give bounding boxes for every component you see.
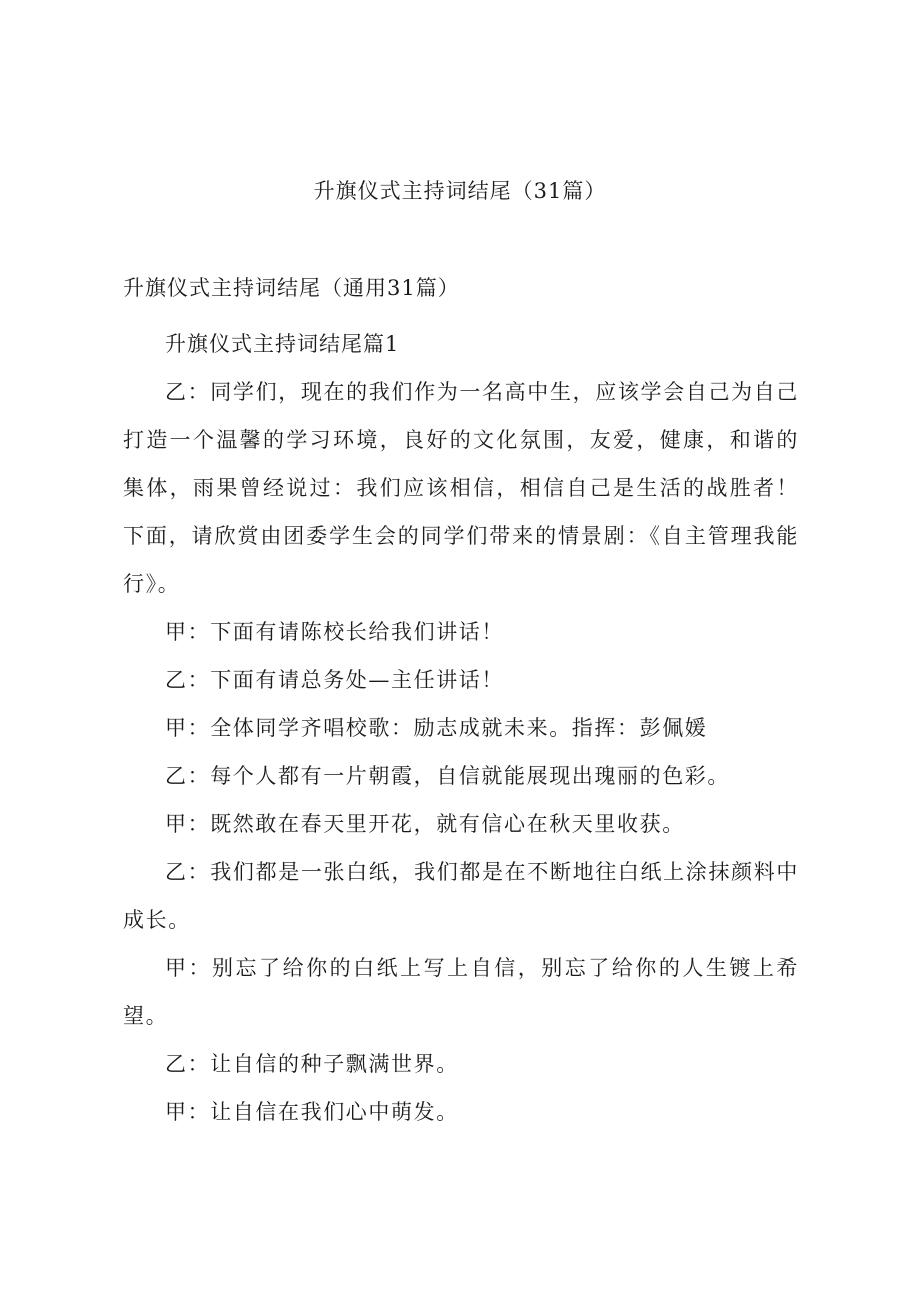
paragraph: 乙：每个人都有一片朝霞，自信就能展现出瑰丽的色彩。 (165, 764, 730, 788)
paragraph: 甲：全体同学齐唱校歌：励志成就未来。指挥：彭佩媛 (165, 716, 708, 740)
document-subtitle: 升旗仪式主持词结尾（通用31篇） (123, 276, 460, 300)
paragraph: 乙：让自信的种子飘满世界。 (165, 1052, 459, 1076)
document-body (123, 320, 799, 1136)
paragraph: 甲：别忘了给你的白纸上写上自信，别忘了给你的人生镀上希望。 (123, 956, 799, 1028)
paragraph: 甲：下面有请陈校长给我们讲话！ (165, 620, 504, 644)
paragraph: 乙：我们都是一张白纸，我们都是在不断地往白纸上涂抹颜料中成长。 (123, 860, 799, 932)
paragraph: 乙：同学们，现在的我们作为一名高中生，应该学会自己为自己打造一个温馨的学习环境，良好的文化氛围，友爱，健康，和谐的集体，雨果曾经说过：我们应该相信，相信自己是生活的战胜者！下面，请欣赏由团委学生会的同学们带来的情景剧：《自主管理我能行》。 (123, 380, 799, 596)
document-title: 升旗仪式主持词结尾（31篇） (313, 179, 607, 203)
paragraph: 甲：让自信在我们心中萌发。 (165, 1100, 459, 1124)
paragraph: 乙：下面有请总务处—主任讲话！ (165, 668, 504, 692)
section-heading: 升旗仪式主持词结尾篇1 (165, 332, 400, 356)
paragraph: 甲：既然敢在春天里开花，就有信心在秋天里收获。 (165, 812, 685, 836)
